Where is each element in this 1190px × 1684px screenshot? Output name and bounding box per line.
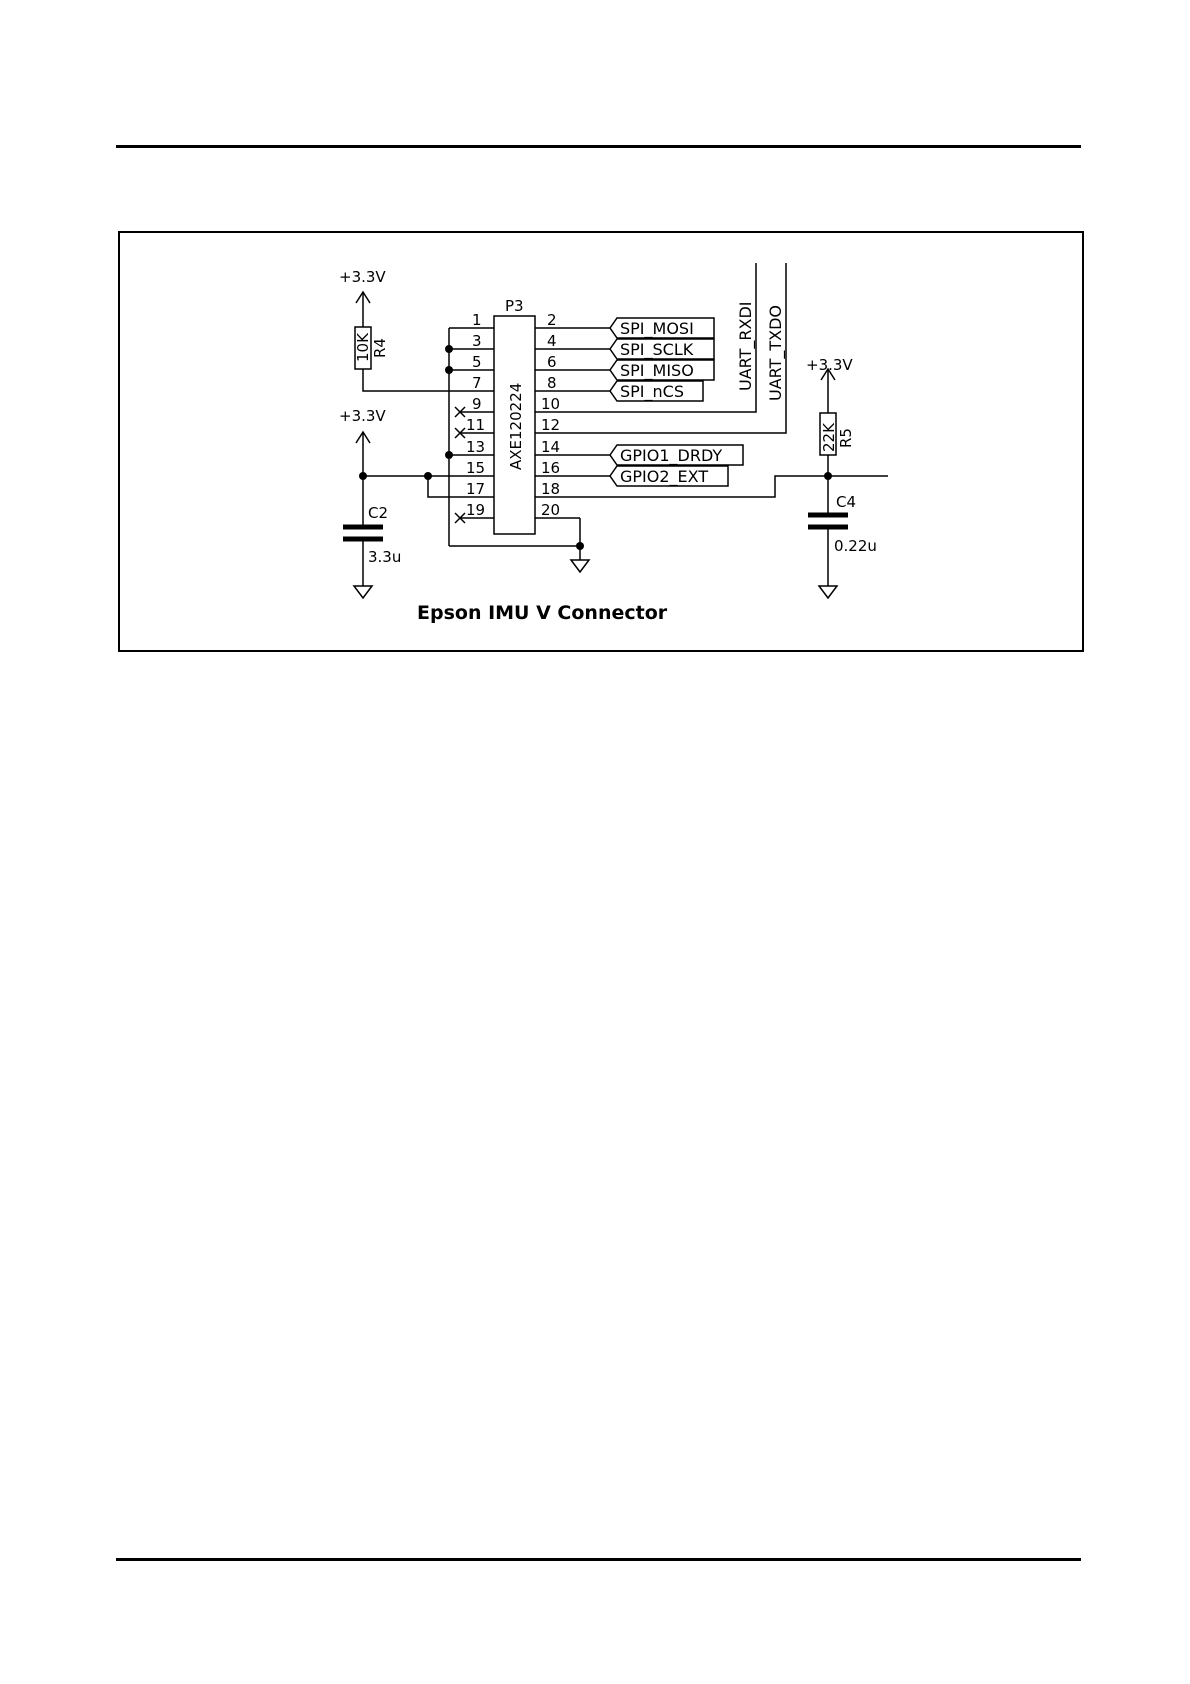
left-pin-numbers xyxy=(466,311,485,519)
net-label: UART_TXDO xyxy=(766,304,785,401)
connector-part: AXE120224 xyxy=(507,382,525,470)
no-connect-markers xyxy=(455,407,465,523)
pin-number: 6 xyxy=(547,353,557,371)
pin-number: 14 xyxy=(541,438,561,456)
pin-number: 7 xyxy=(472,374,482,392)
net-label: UART_RXDI xyxy=(736,301,755,391)
pin-number: 20 xyxy=(541,501,561,519)
net-label: GPIO1_DRDY xyxy=(620,446,723,465)
r5-value: 22K xyxy=(820,423,838,452)
net-label: SPI_MOSI xyxy=(620,319,694,338)
pin-number: 3 xyxy=(472,332,482,350)
pin-number: 17 xyxy=(466,480,486,498)
pin-number: 4 xyxy=(547,332,557,350)
capacitor-c2 xyxy=(339,407,449,598)
pin-number: 11 xyxy=(466,416,486,434)
ground-icon xyxy=(354,586,372,598)
r5-ref: R5 xyxy=(837,428,855,448)
connector-ref: P3 xyxy=(505,297,524,315)
footer-rule xyxy=(116,1558,1081,1561)
right-pin-numbers xyxy=(541,311,560,519)
net-label: SPI_SCLK xyxy=(620,340,694,359)
r4-value: 10K xyxy=(354,333,372,362)
pin-number: 9 xyxy=(472,395,482,413)
pin-number: 15 xyxy=(466,459,486,477)
pin-number: 18 xyxy=(541,480,561,498)
net-label: GPIO2_EXT xyxy=(620,467,709,486)
pin-number: 2 xyxy=(547,311,557,329)
resistor-r4 xyxy=(339,268,449,391)
pin-number: 1 xyxy=(472,311,482,329)
pin-number: 8 xyxy=(547,374,557,392)
c2-value: 3.3u xyxy=(368,548,402,566)
diagram-title: Epson IMU V Connector xyxy=(417,602,668,624)
net-label: SPI_MISO xyxy=(620,361,694,380)
c4-ref: C4 xyxy=(836,493,857,511)
net-label: SPI_nCS xyxy=(620,382,684,401)
pin-number: 5 xyxy=(472,353,482,371)
c2-ref: C2 xyxy=(368,504,389,522)
r4-supply-label: +3.3V xyxy=(339,268,386,286)
gpio-net-labels xyxy=(580,445,743,487)
ground-symbol-p3 xyxy=(571,560,589,572)
pin-number: 16 xyxy=(541,459,561,477)
r5-supply-label: +3.3V xyxy=(806,356,853,374)
c4-value: 0.22u xyxy=(834,537,877,555)
r4-ref: R4 xyxy=(371,338,389,358)
ground-icon xyxy=(819,586,837,598)
spi-net-labels xyxy=(580,318,714,402)
pin-number: 10 xyxy=(541,395,561,413)
pin-number: 12 xyxy=(541,416,561,434)
pin-number: 13 xyxy=(466,438,486,456)
c2-supply-label: +3.3V xyxy=(339,407,386,425)
pin-number: 19 xyxy=(466,501,486,519)
